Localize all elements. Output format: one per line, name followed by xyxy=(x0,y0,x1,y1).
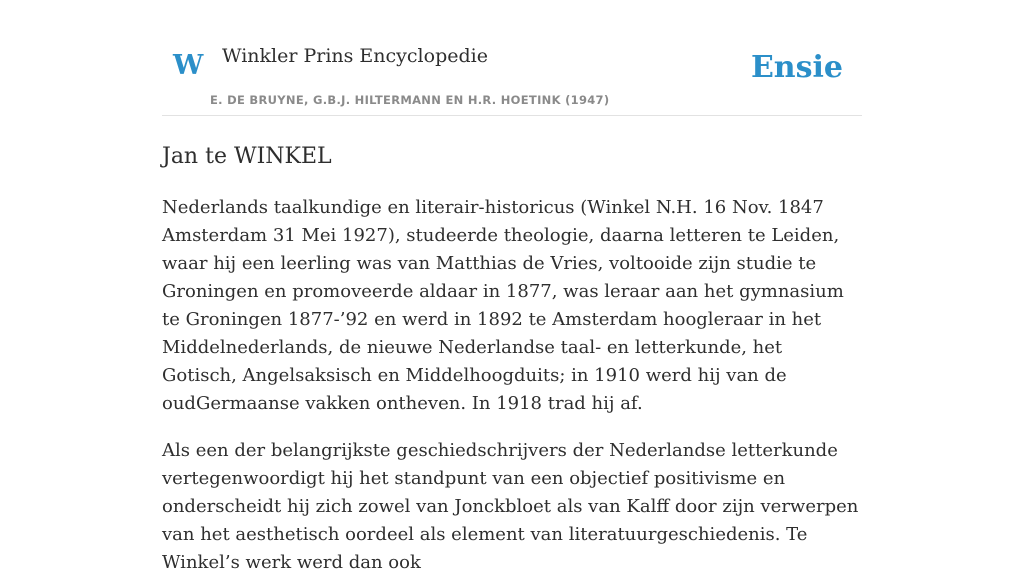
article-page xyxy=(162,0,862,573)
winkler-prins-logo-icon[interactable]: W xyxy=(173,50,204,81)
article-paragraph-1: Nederlands taalkundige en literair-historicus (Winkel N.H. 16 Nov. 1847 Amsterdam 31 Mei 1927), studeerde theologie, daarna letteren te Leiden, waar hij een leerling was van Matthias de Vries, voltooide zijn studie te Groningen en promoveerde aldaar in 1877, was leraar aan het gymnasium te Groningen 1877-’92 en werd in 1892 te Amsterdam hoogleraar in het Middelnederlands, de nieuwe Nederlandse taal- en letterkunde, het Gotisch, Angelsaksisch en Middelhoogduits; in 1910 werd hij van de oudGermaanse vakken ontheven. In 1918 trad hij af. xyxy=(162,196,844,414)
source-title-link[interactable]: Winkler Prins Encyclopedie xyxy=(222,45,488,67)
article-body xyxy=(162,194,862,577)
article-title: Jan te WINKEL xyxy=(162,144,332,169)
ensie-logo-link[interactable]: Ensie xyxy=(750,50,843,85)
source-header xyxy=(162,0,862,116)
article-paragraph-2: Als een der belangrijkste geschiedschrijvers der Nederlandse letterkunde vertegenwoordigt hij het standpunt van een objectief positivisme en onderscheidt hij zich zowel van Jonckbloet als van Kalff door zijn verwerpen van het aesthetisch oordeel als element van literatuurgeschiedenis. Te Winkel’s werk werd dan ook xyxy=(162,439,859,573)
source-authors: E. DE BRUYNE, G.B.J. HILTERMANN EN H.R. HOETINK (1947) xyxy=(210,93,610,107)
